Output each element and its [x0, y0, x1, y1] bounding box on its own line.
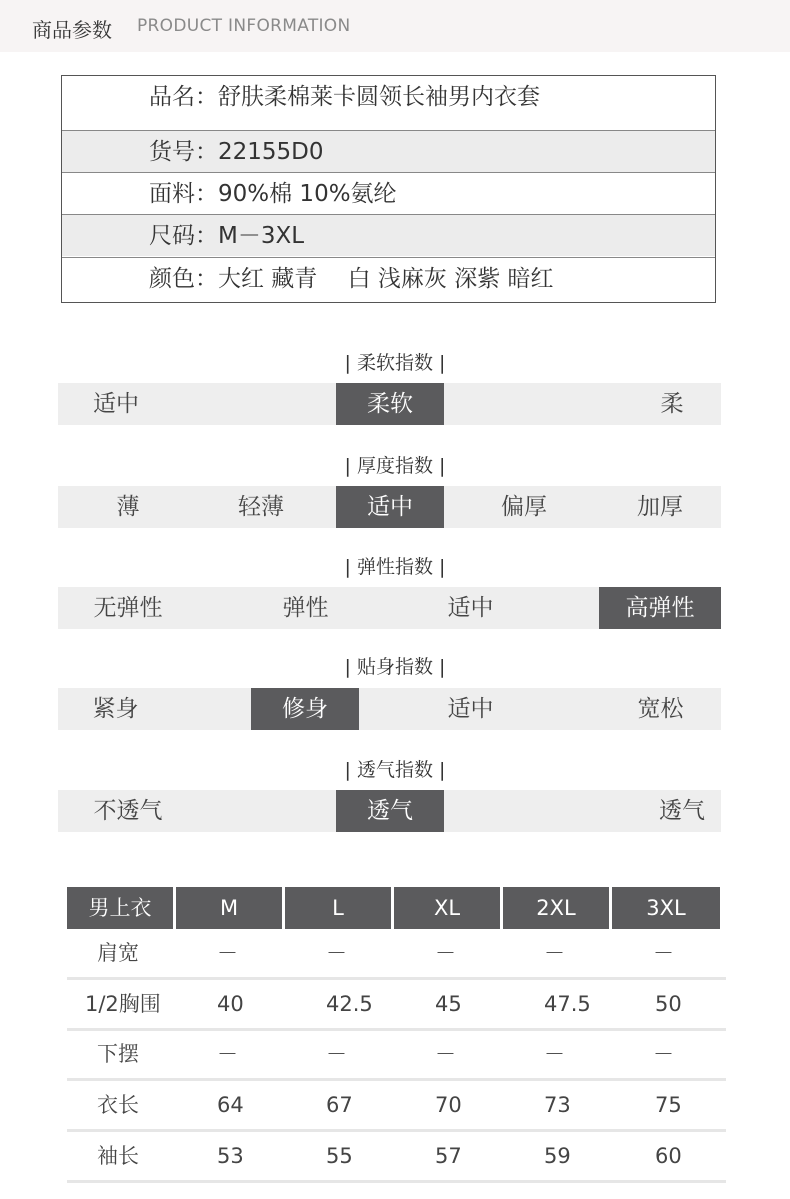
row-label: 下摆: [97, 1042, 139, 1066]
table-cell: 47.5: [544, 992, 591, 1016]
table-row: [67, 930, 726, 980]
size-header-cell: M: [176, 887, 282, 929]
info-row-size: [62, 214, 715, 256]
info-name: 品名：舒肤柔棉莱卡圆领长袖男内衣套: [149, 84, 540, 110]
table-cell: －: [544, 941, 565, 965]
table-row: [67, 1082, 726, 1132]
info-sku: 货号：22155D0: [149, 139, 324, 165]
softness-option: 适中: [93, 391, 139, 417]
thickness-option: 薄: [116, 494, 140, 520]
product-info-table: [61, 75, 716, 303]
section-header: [0, 0, 790, 52]
row-label: 衣长: [97, 1093, 139, 1117]
table-cell: 50: [655, 992, 682, 1016]
info-fabric: 面料：90%棉 10%氨纶: [149, 181, 397, 207]
softness-option: 柔: [660, 391, 684, 417]
elasticity-option-active: 高弹性: [599, 587, 721, 629]
thickness-scale: [58, 486, 721, 528]
thickness-option-active: 适中: [336, 486, 444, 528]
thickness-option: 轻薄: [238, 494, 284, 520]
info-size: 尺码：M－3XL: [149, 223, 305, 249]
size-header-cell: 3XL: [612, 887, 720, 929]
table-cell: 59: [544, 1144, 571, 1168]
table-cell: －: [435, 941, 456, 965]
table-cell: 75: [655, 1093, 682, 1117]
elasticity-option: 适中: [447, 595, 494, 621]
fit-option-active: 修身: [251, 688, 359, 730]
section-title-cn: 商品参数: [32, 18, 112, 42]
elasticity-option: 弹性: [282, 595, 329, 621]
info-row-sku: [62, 130, 715, 172]
softness-index-title: | 柔软指数 |: [344, 352, 446, 374]
table-cell: 60: [655, 1144, 682, 1168]
elasticity-index-title: | 弹性指数 |: [344, 556, 446, 578]
table-cell: －: [435, 1042, 456, 1066]
breathability-scale: [58, 790, 721, 832]
fit-scale: [58, 688, 721, 730]
thickness-index-title: | 厚度指数 |: [344, 455, 446, 477]
table-cell: －: [326, 941, 347, 965]
info-color: 颜色：大红 藏青 白 浅麻灰 深紫 暗红: [149, 266, 554, 292]
table-cell: 64: [217, 1093, 244, 1117]
row-divider: [67, 1180, 726, 1183]
table-cell: －: [544, 1042, 565, 1066]
info-row-color: [62, 257, 715, 299]
row-label: 肩宽: [97, 941, 139, 965]
table-cell: 42.5: [326, 992, 373, 1016]
table-row: [67, 1133, 726, 1183]
info-row-fabric: [62, 172, 715, 214]
size-header-cell: 男上衣: [67, 887, 173, 929]
thickness-option: 加厚: [637, 494, 683, 520]
table-cell: －: [217, 1042, 238, 1066]
fit-option: 紧身: [92, 696, 139, 722]
elasticity-scale: [58, 587, 721, 629]
info-row-name: [62, 76, 715, 118]
breathability-option: 不透气: [93, 798, 163, 824]
breathability-option-active: 透气: [336, 790, 444, 832]
table-cell: 67: [326, 1093, 353, 1117]
row-divider: [67, 977, 726, 980]
fit-option: 适中: [447, 696, 494, 722]
table-cell: 55: [326, 1144, 353, 1168]
table-cell: 45: [435, 992, 462, 1016]
table-cell: 73: [544, 1093, 571, 1117]
fit-index-title: | 贴身指数 |: [344, 656, 446, 678]
table-cell: －: [653, 941, 674, 965]
table-row: [67, 1031, 726, 1081]
table-cell: 40: [217, 992, 244, 1016]
breathability-option: 透气: [659, 798, 705, 824]
size-header-cell: 2XL: [503, 887, 609, 929]
fit-option: 宽松: [637, 696, 684, 722]
size-header-cell: XL: [394, 887, 500, 929]
table-cell: －: [217, 941, 238, 965]
breathability-index-title: | 透气指数 |: [344, 759, 446, 781]
table-row: [67, 981, 726, 1031]
elasticity-option: 无弹性: [93, 595, 163, 621]
table-cell: －: [653, 1042, 674, 1066]
row-label: 1/2胸围: [85, 992, 161, 1016]
row-divider: [67, 1129, 726, 1132]
table-cell: 57: [435, 1144, 462, 1168]
row-label: 袖长: [97, 1144, 139, 1168]
table-cell: 53: [217, 1144, 244, 1168]
softness-option-active: 柔软: [336, 383, 444, 425]
table-cell: 70: [435, 1093, 462, 1117]
section-title-en: PRODUCT INFORMATION: [137, 16, 351, 36]
softness-scale: [58, 383, 721, 425]
row-divider: [67, 1078, 726, 1081]
size-header-cell: L: [285, 887, 391, 929]
thickness-option: 偏厚: [501, 494, 547, 520]
table-cell: －: [326, 1042, 347, 1066]
